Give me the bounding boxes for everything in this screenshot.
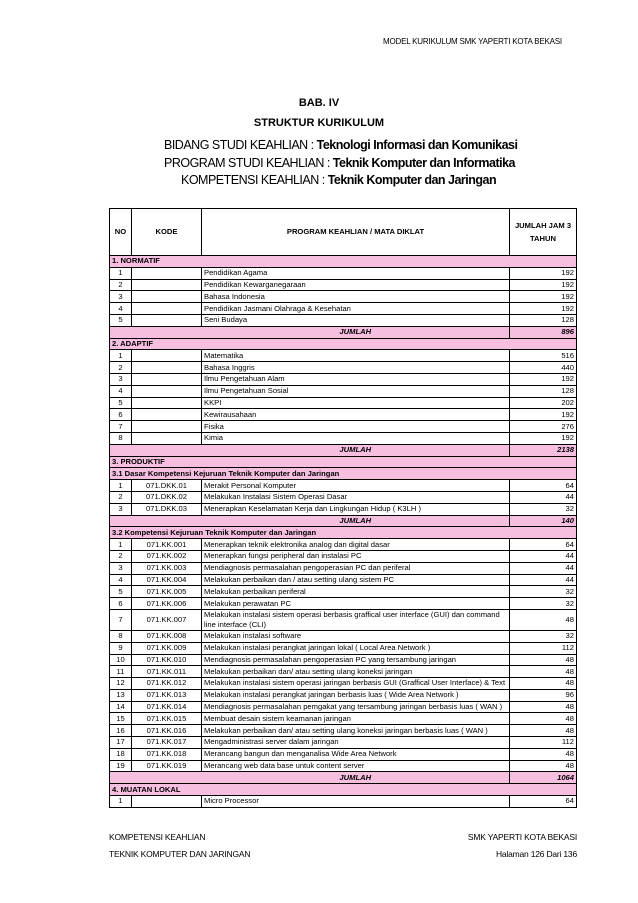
cell-no: 5 [110,314,132,326]
cell-kode: 071.KK.011 [132,666,202,678]
total-spacer [132,326,202,338]
table-row [110,539,577,551]
cell-mata-diklat: Fisika [202,421,510,433]
table-row [110,586,577,598]
cell-kode [132,303,202,315]
cell-jam: 276 [510,421,577,433]
total-row [110,326,577,338]
cell-mata-diklat: Mendiagnosis permasalahan pengoperasian PC dan periferal [202,562,510,574]
cell-mata-diklat: Melakukan instalasi perangkat jaringan lokal ( Local Area Network ) [202,642,510,654]
cell-mata-diklat: Matematika [202,350,510,362]
table-row [110,713,577,725]
total-value: 140 [510,515,577,527]
cell-no: 5 [110,397,132,409]
table-row [110,598,577,610]
cell-kode [132,432,202,444]
cell-jam: 192 [510,267,577,279]
header-program: PROGRAM KEAHLIAN / MATA DIKLAT [202,209,510,256]
running-header: MODEL KURIKULUM SMK YAPERTI KOTA BEKASI [383,37,562,46]
cell-no: 9 [110,642,132,654]
cell-kode: 071.KK.014 [132,701,202,713]
cell-jam: 32 [510,586,577,598]
table-row [110,291,577,303]
cell-no: 3 [110,373,132,385]
table-row [110,421,577,433]
cell-mata-diklat: Pendidikan Jasmani Olahraga & Kesehatan [202,303,510,315]
cell-jam: 96 [510,689,577,701]
table-row [110,562,577,574]
cell-no: 19 [110,760,132,772]
bidang-value: Teknologi Informasi dan Komunikasi [316,138,518,152]
cell-mata-diklat: Melakukan instalasi perangkat jaringan berbasis luas ( Wide Area Network ) [202,689,510,701]
total-spacer [110,444,132,456]
cell-no: 15 [110,713,132,725]
cell-no: 12 [110,678,132,690]
total-row [110,515,577,527]
table-row [110,748,577,760]
cell-kode [132,397,202,409]
cell-kode: 071.KK.010 [132,654,202,666]
total-row [110,772,577,784]
cell-mata-diklat: Bahasa Indonesia [202,291,510,303]
table-row [110,678,577,690]
total-value: 896 [510,326,577,338]
cell-mata-diklat: Merancang web data base untuk content server [202,760,510,772]
total-value: 1064 [510,772,577,784]
cell-mata-diklat: Melakukan perawatan PC [202,598,510,610]
table-row [110,630,577,642]
cell-kode: 071.DKK.01 [132,480,202,492]
cell-jam: 192 [510,303,577,315]
kompetensi-line [181,171,496,189]
total-label: JUMLAH [202,515,510,527]
cell-mata-diklat: Pendidikan Agama [202,267,510,279]
header-jumlah [510,209,577,256]
cell-kode [132,291,202,303]
cell-mata-diklat: Kimia [202,432,510,444]
total-spacer [132,772,202,784]
kompetensi-value: Teknik Komputer dan Jaringan [327,173,497,187]
table-row [110,550,577,562]
table-row [110,609,577,630]
section-title: 1. NORMATIF [110,256,577,268]
header-jumlah-text: JUMLAH JAM 3 TAHUN [514,221,572,243]
cell-kode: 071.DKK.03 [132,503,202,515]
cell-no: 2 [110,279,132,291]
cell-jam: 48 [510,760,577,772]
cell-kode: 071.KK.008 [132,630,202,642]
cell-no: 16 [110,725,132,737]
section-row [110,456,577,468]
cell-no: 18 [110,748,132,760]
cell-jam: 44 [510,550,577,562]
total-label: JUMLAH [202,326,510,338]
table-row [110,666,577,678]
section-title: 2. ADAPTIF [110,338,577,350]
cell-mata-diklat: Melakukan perbaikan dan / atau setting ulang sistem PC [202,574,510,586]
bidang-line [164,136,517,154]
cell-no: 1 [110,539,132,551]
cell-jam: 48 [510,609,577,630]
cell-jam: 202 [510,397,577,409]
cell-jam: 48 [510,748,577,760]
cell-no: 8 [110,432,132,444]
cell-kode: 071.KK.001 [132,539,202,551]
cell-jam: 32 [510,598,577,610]
total-label: JUMLAH [202,772,510,784]
cell-mata-diklat: Melakukan instalasi sistem operasi berbasis graffical user interface (GUI) dan command line interface (CLI) [202,609,510,630]
bidang-label: BIDANG STUDI KEAHLIAN : [164,138,317,152]
table-row [110,385,577,397]
table-row [110,350,577,362]
section-title: 3.2 Kompetensi Kejuruan Teknik Komputer dan Jaringan [110,527,577,539]
cell-no: 11 [110,666,132,678]
cell-kode [132,796,202,808]
program-value: Teknik Komputer dan Informatika [332,156,515,170]
table-body [110,256,577,808]
total-value: 2138 [510,444,577,456]
table-row [110,303,577,315]
section-title: STRUKTUR KURIKULUM [253,117,385,129]
table-row [110,362,577,374]
cell-jam: 516 [510,350,577,362]
cell-kode [132,314,202,326]
cell-no: 6 [110,409,132,421]
cell-mata-diklat: Bahasa Inggris [202,362,510,374]
cell-kode: 071.KK.013 [132,689,202,701]
table-row [110,267,577,279]
cell-kode: 071.KK.004 [132,574,202,586]
section-title: 3. PRODUKTIF [110,456,577,468]
cell-kode: 071.KK.003 [132,562,202,574]
table-row [110,314,577,326]
cell-kode: 071.KK.015 [132,713,202,725]
cell-jam: 128 [510,314,577,326]
cell-jam: 192 [510,409,577,421]
table-row [110,760,577,772]
cell-no: 2 [110,550,132,562]
table-row [110,503,577,515]
footer-right-2: Halaman 126 Dari 136 [495,849,577,859]
total-row [110,444,577,456]
cell-jam: 48 [510,678,577,690]
cell-kode [132,267,202,279]
cell-no: 6 [110,598,132,610]
total-spacer [110,326,132,338]
header-kode: KODE [132,209,202,256]
cell-kode: 071.KK.009 [132,642,202,654]
cell-jam: 192 [510,373,577,385]
cell-mata-diklat: KKPI [202,397,510,409]
table-row [110,689,577,701]
cell-mata-diklat: Ilmu Pengetahuan Sosial [202,385,510,397]
cell-jam: 64 [510,796,577,808]
cell-mata-diklat: Pendidikan Kewarganegaraan [202,279,510,291]
table-row [110,654,577,666]
cell-no: 8 [110,630,132,642]
cell-jam: 192 [510,279,577,291]
cell-no: 1 [110,480,132,492]
chapter-title: BAB. IV [298,97,340,109]
cell-no: 5 [110,586,132,598]
section-row [110,527,577,539]
subsection-row [110,468,577,480]
cell-no: 3 [110,562,132,574]
total-label: JUMLAH [202,444,510,456]
cell-jam: 32 [510,503,577,515]
table-row [110,397,577,409]
cell-kode: 071.KK.012 [132,678,202,690]
cell-no: 3 [110,503,132,515]
cell-mata-diklat: Merancang bangun dan menganalisa Wide Area Network [202,748,510,760]
cell-no: 1 [110,267,132,279]
cell-no: 7 [110,421,132,433]
table-row [110,373,577,385]
table-row [110,725,577,737]
cell-mata-diklat: Membuat desain sistem keamanan jaringan [202,713,510,725]
cell-jam: 48 [510,713,577,725]
cell-mata-diklat: Seni Budaya [202,314,510,326]
table-row [110,737,577,749]
cell-jam: 32 [510,630,577,642]
cell-mata-diklat: Menerapkan Keselamatan Kerja dan Lingkungan Hidup ( K3LH ) [202,503,510,515]
kompetensi-label: KOMPETENSI KEAHLIAN : [181,173,328,187]
cell-no: 2 [110,362,132,374]
section-row [110,338,577,350]
table-row [110,642,577,654]
table-row [110,574,577,586]
cell-no: 17 [110,737,132,749]
cell-jam: 192 [510,432,577,444]
cell-kode [132,350,202,362]
cell-no: 4 [110,385,132,397]
cell-mata-diklat: Melakukan instalasi sistem operasi jaringan berbasis GUI (Graffical User Interface) & Text [202,678,510,690]
cell-mata-diklat: Melakukan perbaikan dan/ atau setting ulang koneksi jaringan berbasis luas ( WAN ) [202,725,510,737]
cell-mata-diklat: Micro Processor [202,796,510,808]
cell-jam: 44 [510,562,577,574]
cell-mata-diklat: Menerapkan teknik elektronika analog dan digital dasar [202,539,510,551]
cell-jam: 112 [510,642,577,654]
table-row [110,432,577,444]
cell-kode: 071.KK.019 [132,760,202,772]
cell-no: 13 [110,689,132,701]
table-row [110,491,577,503]
cell-kode [132,409,202,421]
total-spacer [132,515,202,527]
table-row [110,409,577,421]
subsection-title: 3.1 Dasar Kompetensi Kejuruan Teknik Komputer dan Jaringan [110,468,577,480]
cell-mata-diklat: Melakukan perbaikan dan/ atau setting ulang koneksi jaringan [202,666,510,678]
footer-left-1: KOMPETENSI KEAHLIAN [109,832,206,842]
cell-mata-diklat: Merakit Personal Komputer [202,480,510,492]
program-label: PROGRAM STUDI KEAHLIAN : [164,156,333,170]
cell-mata-diklat: Ilmu Pengetahuan Alam [202,373,510,385]
cell-kode: 071.KK.016 [132,725,202,737]
cell-no: 4 [110,574,132,586]
cell-jam: 64 [510,480,577,492]
table-header-row [110,209,577,256]
title-block [0,96,638,130]
cell-no: 1 [110,350,132,362]
cell-kode: 071.KK.018 [132,748,202,760]
program-line [164,154,515,172]
cell-no: 10 [110,654,132,666]
cell-jam: 44 [510,574,577,586]
cell-no: 4 [110,303,132,315]
footer-right-1: SMK YAPERTI KOTA BEKASI [467,832,577,842]
cell-jam: 48 [510,701,577,713]
cell-jam: 44 [510,491,577,503]
header-no: NO [110,209,132,256]
cell-jam: 440 [510,362,577,374]
total-spacer [110,515,132,527]
cell-kode [132,279,202,291]
cell-jam: 48 [510,654,577,666]
cell-mata-diklat: Melakukan Instalasi Sistem Operasi Dasar [202,491,510,503]
table-row [110,279,577,291]
cell-kode: 071.KK.007 [132,609,202,630]
cell-jam: 112 [510,737,577,749]
cell-kode [132,373,202,385]
cell-jam: 192 [510,291,577,303]
cell-kode: 071.KK.005 [132,586,202,598]
cell-jam: 48 [510,725,577,737]
cell-kode [132,385,202,397]
cell-no: 3 [110,291,132,303]
cell-kode: 071.DKK.02 [132,491,202,503]
total-spacer [110,772,132,784]
cell-kode: 071.KK.006 [132,598,202,610]
cell-jam: 64 [510,539,577,551]
cell-jam: 128 [510,385,577,397]
cell-jam: 48 [510,666,577,678]
section-title: 4. MUATAN LOKAL [110,784,577,796]
table-row [110,796,577,808]
cell-mata-diklat: Mendiagnosis permasalahan pengoperasian PC yang tersambung jaringan [202,654,510,666]
footer-left-2: TEKNIK KOMPUTER DAN JARINGAN [109,849,251,859]
cell-mata-diklat: Melakukan instalasi software [202,630,510,642]
cell-no: 2 [110,491,132,503]
cell-no: 14 [110,701,132,713]
table-row [110,480,577,492]
cell-no: 7 [110,609,132,630]
cell-kode [132,362,202,374]
cell-mata-diklat: Kewirausahaan [202,409,510,421]
table-row [110,701,577,713]
cell-mata-diklat: Mendiagnosis permasalahan pemgakat yang tersambung jaringan berbasis luas ( WAN ) [202,701,510,713]
cell-mata-diklat: Mengadministrasi server dalam jaringan [202,737,510,749]
cell-mata-diklat: Menerapkan fungsi peripheral dan instalasi PC [202,550,510,562]
cell-no: 1 [110,796,132,808]
curriculum-table [109,208,577,808]
cell-mata-diklat: Melakukan perbaikan periferal [202,586,510,598]
total-spacer [132,444,202,456]
cell-kode: 071.KK.017 [132,737,202,749]
cell-kode: 071.KK.002 [132,550,202,562]
section-row [110,256,577,268]
section-row [110,784,577,796]
cell-kode [132,421,202,433]
